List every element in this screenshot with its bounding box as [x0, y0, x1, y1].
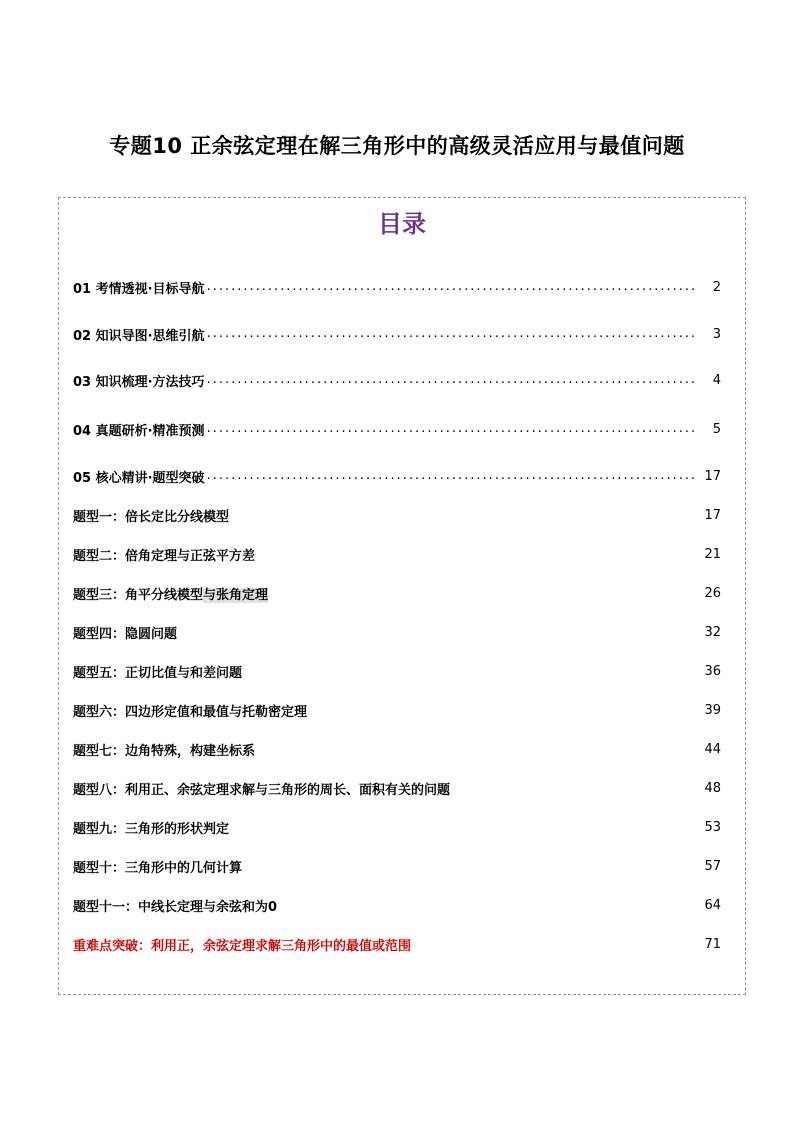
- toc-subentry-label: [73, 740, 255, 759]
- toc-type-prefix: 题型十：: [73, 860, 126, 876]
- toc-dot-leader: [207, 369, 695, 391]
- toc-entry-label: 04 真题研析·精准预测: [73, 423, 205, 439]
- toc-page-number: 57: [704, 858, 721, 874]
- toc-entry-label: 05 核心精讲·题型突破: [73, 470, 205, 486]
- toc-type-text: 倍长定比分线模型: [125, 509, 230, 525]
- toc-entry-01[interactable]: [73, 276, 721, 298]
- toc-page-number: 39: [704, 702, 721, 718]
- toc-type-prefix: 题型六：: [73, 704, 126, 720]
- toc-type-text: 倍角定理与正弦平方差: [125, 548, 256, 564]
- toc-type-prefix: 题型七：: [73, 743, 126, 759]
- toc-dot-leader: [207, 276, 695, 298]
- toc-type-text: 角平分线模型: [125, 587, 204, 603]
- toc-type-text: 隐圆问题: [125, 626, 178, 642]
- toc-page-number: 53: [704, 819, 721, 835]
- toc-page-number: 17: [704, 468, 721, 484]
- toc-type-prefix: 题型二：: [73, 548, 126, 564]
- toc-subentry[interactable]: [73, 504, 721, 526]
- toc-entry-label: 01 考情透视·目标导航: [73, 281, 205, 297]
- toc-heading: 目录: [378, 210, 426, 238]
- toc-entry-04[interactable]: [73, 418, 721, 440]
- toc-subentry-label: [73, 584, 268, 603]
- toc-type-text: 边角特殊，构建坐标系: [125, 743, 256, 759]
- toc-subentry[interactable]: [73, 582, 721, 604]
- toc-type-prefix: 题型一：: [73, 509, 126, 525]
- toc-subentry[interactable]: [73, 699, 721, 721]
- toc-type-prefix: 题型八：: [73, 782, 126, 798]
- toc-subentry-label: [73, 896, 277, 915]
- toc-list: [59, 198, 745, 994]
- toc-subentry[interactable]: [73, 738, 721, 760]
- toc-subentry-label: [73, 623, 177, 642]
- toc-subentry-label: [73, 701, 307, 720]
- document-title: 专题10 正余弦定理在解三角形中的高级灵活应用与最值问题: [109, 134, 685, 158]
- toc-subentry[interactable]: [73, 855, 721, 877]
- toc-subentry-label: 重难点突破：利用正，余弦定理求解三角形中的最值或范围: [73, 938, 412, 954]
- toc-entry-label: 03 知识梳理·方法技巧: [73, 374, 205, 390]
- toc-subentry-label: [73, 506, 229, 525]
- toc-type-text-highlighted: 与张角定理: [203, 587, 269, 603]
- toc-type-text: 三角形的形状判定: [125, 821, 230, 837]
- toc-page-number: 4: [712, 372, 721, 388]
- toc-subentry[interactable]: [73, 543, 721, 565]
- toc-subentry-label: [73, 818, 229, 837]
- toc-entry-03[interactable]: [73, 369, 721, 391]
- toc-page-number: 17: [704, 507, 721, 523]
- toc-dot-leader: [207, 465, 695, 487]
- toc-dot-leader: [207, 418, 695, 440]
- toc-type-prefix: 题型九：: [73, 821, 126, 837]
- toc-subentry[interactable]: [73, 894, 721, 916]
- toc-page-number: 36: [704, 663, 721, 679]
- toc-entry-02[interactable]: [73, 323, 721, 345]
- toc-type-text: 利用正、余弦定理求解与三角形的周长、面积有关的问题: [125, 782, 451, 798]
- toc-type-prefix: 题型十一：: [73, 899, 139, 915]
- toc-page-number: 32: [704, 624, 721, 640]
- toc-dot-leader: [207, 323, 695, 345]
- toc-page-number: 3: [712, 326, 721, 342]
- toc-type-prefix: 题型四：: [73, 626, 126, 642]
- toc-subentry-label: [73, 545, 255, 564]
- toc-page-number: 64: [704, 897, 721, 913]
- toc-subentry[interactable]: [73, 816, 721, 838]
- toc-page-number: 71: [704, 936, 721, 952]
- toc-type-text: 四边形定值和最值与托勒密定理: [125, 704, 308, 720]
- toc-type-text: 三角形中的几何计算: [125, 860, 243, 876]
- toc-subentry[interactable]: [73, 660, 721, 682]
- toc-type-prefix: 题型三：: [73, 587, 126, 603]
- toc-subentry-key-breakthrough[interactable]: [73, 933, 721, 955]
- toc-type-text: 正切比值与和差问题: [125, 665, 243, 681]
- toc-entry-05[interactable]: [73, 465, 721, 487]
- toc-subentry[interactable]: [73, 777, 721, 799]
- toc-subentry-label: [73, 779, 450, 798]
- toc-subentry[interactable]: [73, 621, 721, 643]
- table-of-contents: [58, 197, 746, 995]
- toc-entry-label: 02 知识导图·思维引航: [73, 328, 205, 344]
- toc-page-number: 2: [712, 279, 721, 295]
- toc-page-number: 48: [704, 780, 721, 796]
- toc-page-number: 5: [712, 421, 721, 437]
- toc-page-number: 44: [704, 741, 721, 757]
- toc-type-prefix: 题型五：: [73, 665, 126, 681]
- toc-subentry-label: [73, 662, 242, 681]
- toc-type-text: 中线长定理与余弦和为0: [138, 899, 278, 915]
- toc-subentry-label: [73, 857, 242, 876]
- toc-page-number: 21: [704, 546, 721, 562]
- toc-page-number: 26: [704, 585, 721, 601]
